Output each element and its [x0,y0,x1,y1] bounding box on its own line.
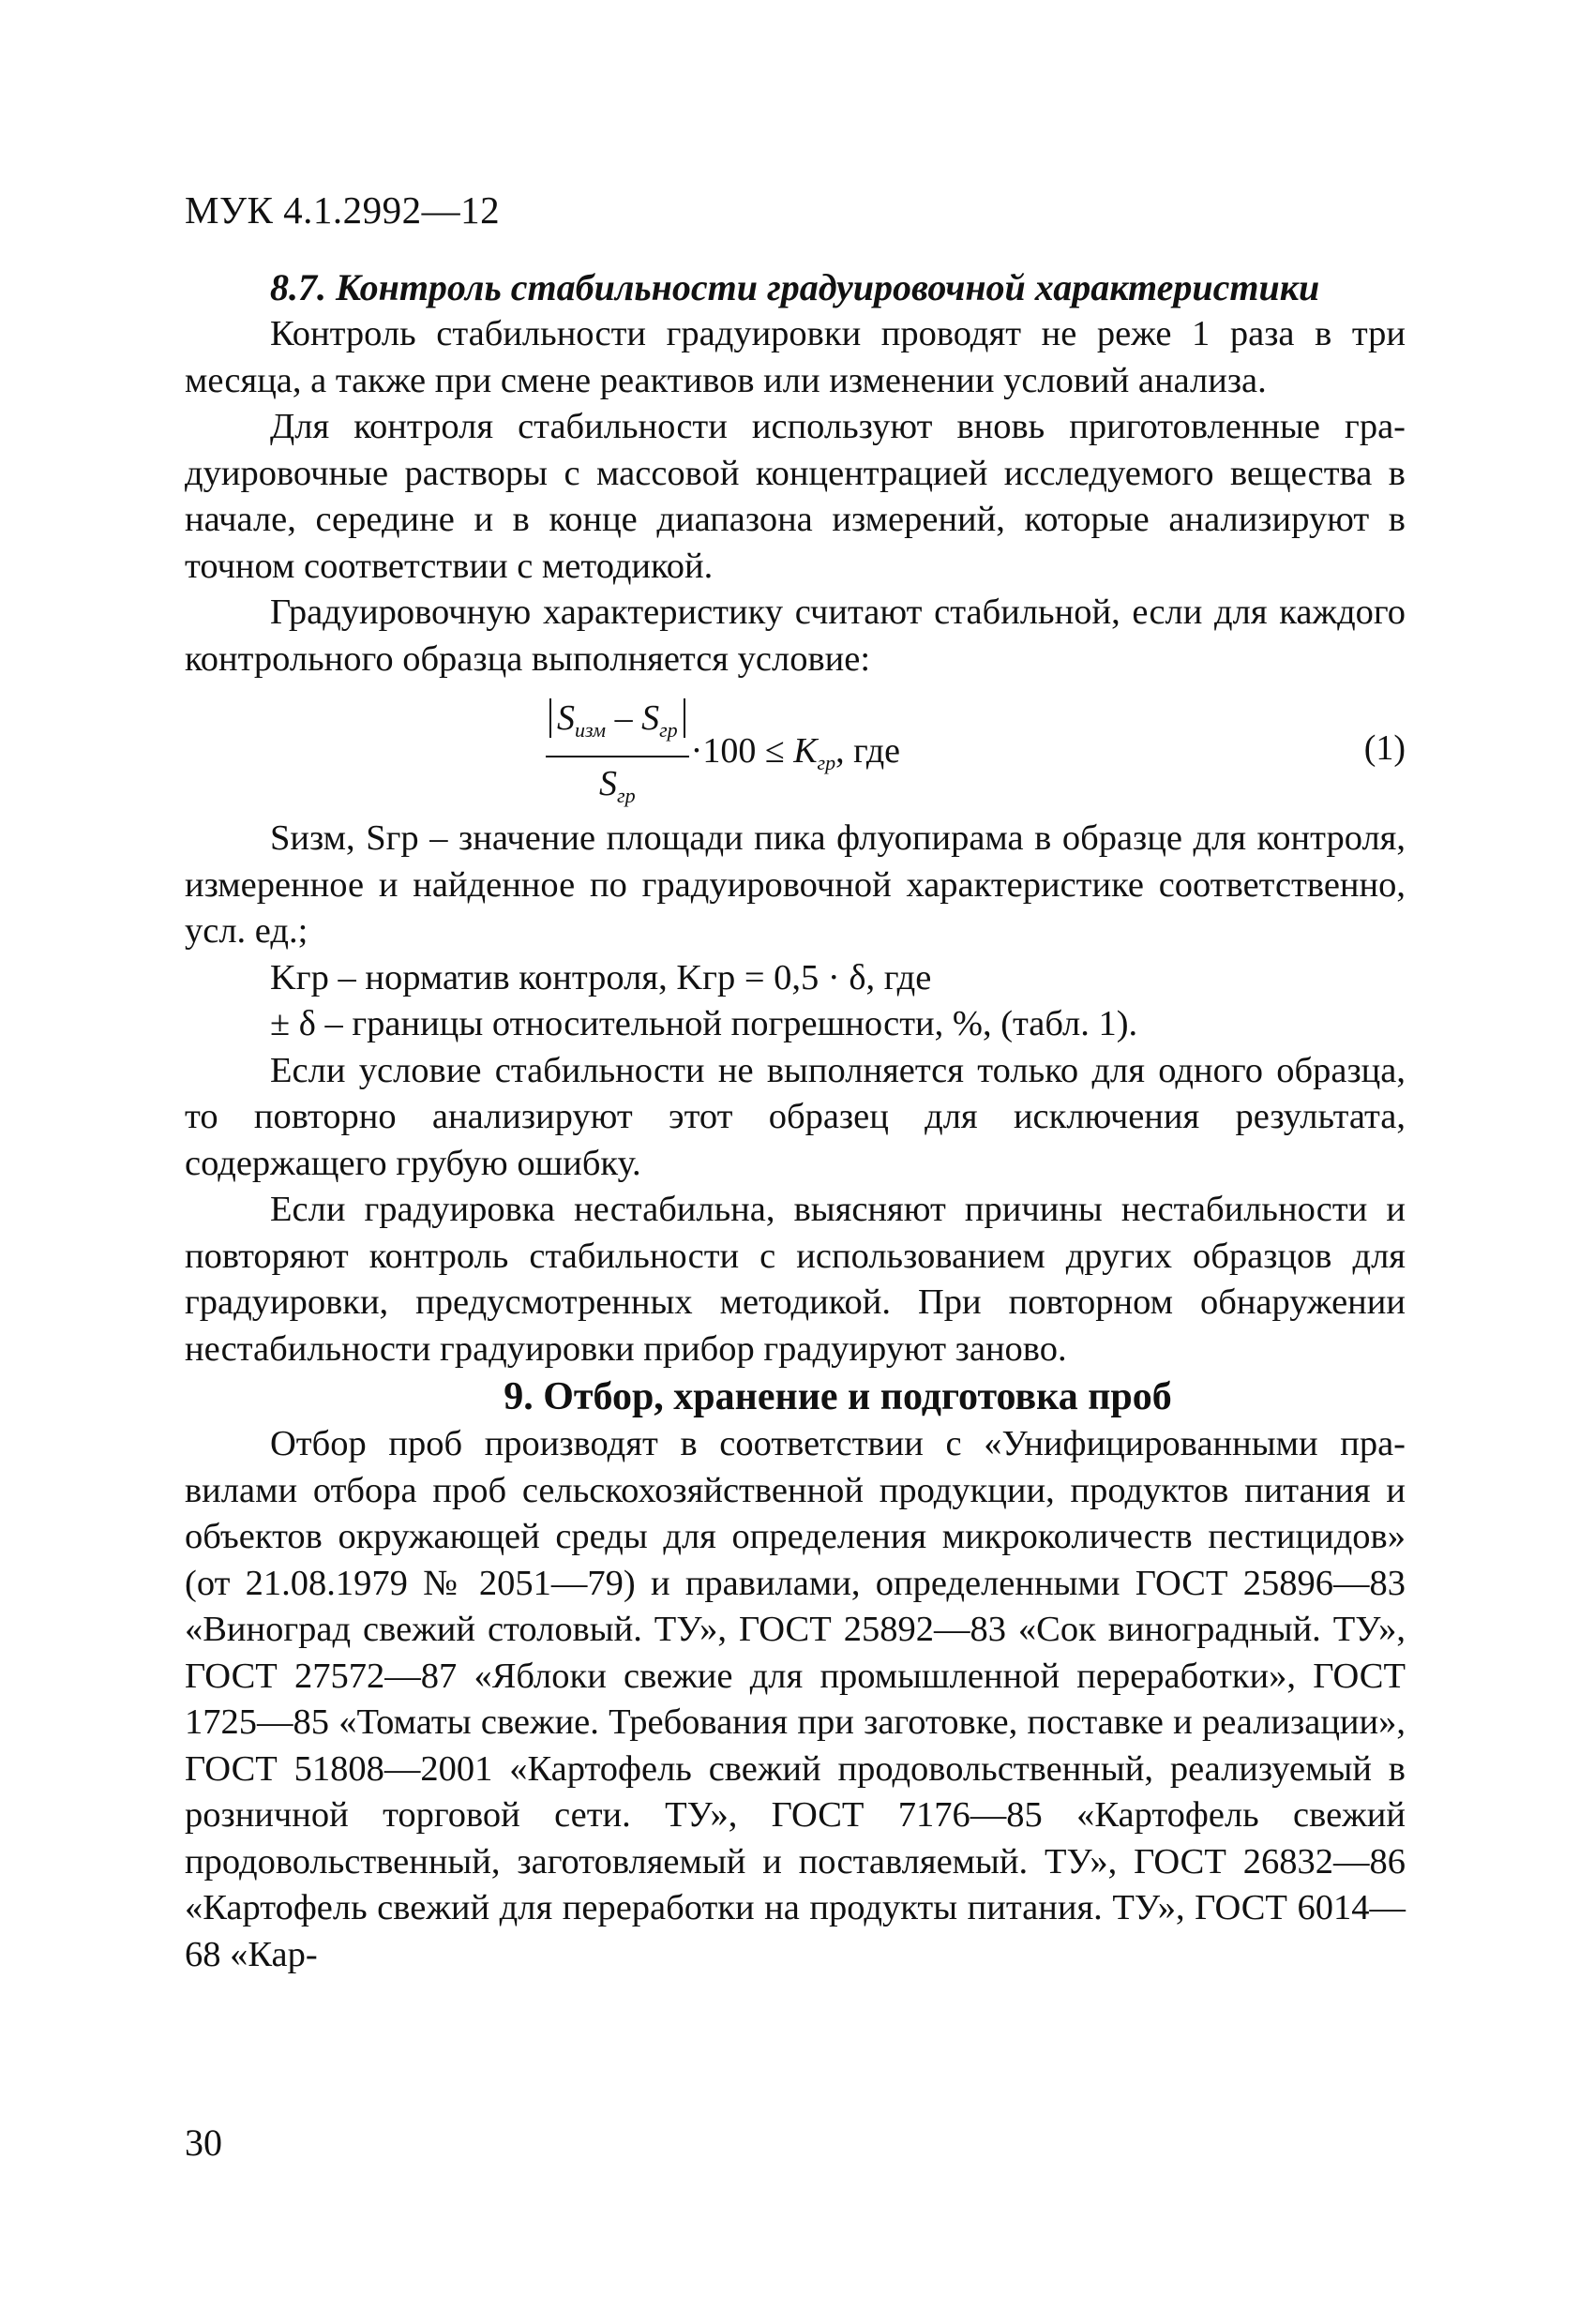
formula-fraction [546,696,689,818]
formula-tail: $\cdot 100 \le K_{гр}$, где [690,730,901,774]
formula-number: (1) [1363,728,1406,768]
paragraph: Для контроля стабильности используют вновь приготовленные градуировочные растворы с массовой концентрацией исследуемого вещества в начале, середине и в конце диапазона измерений, которые анализируют в точном соответствии с методикой. [185,407,1406,586]
document-body [185,264,1406,1978]
formula-absolute-value: $S_{изм} - S_{гр}$ [549,698,685,738]
formula-expression [546,696,900,818]
paragraph: Если градуировка нестабильна, выясняют причины нестабильности и повторяют контроль стабильности с использованием других образцов для градуировки, предусмотренных методикой. При повторном обнаружении нестабильности градуировки прибор градуируют заново. [185,1190,1406,1369]
paragraph: Если условие стабильности не выполняется только для одного образца, то повторно анализируют этот образец для исключения результата, содержащего грубую ошибку. [185,1050,1406,1183]
document-code-header: МУК 4.1.2992—12 [185,188,501,232]
paragraph: Sизм, Sгр – значение площади пика флуопирама в образце для контроля, измеренное и найденное по градуировочной характеристике соответственно, усл. ед.; [185,818,1406,951]
formula-denominator: $S_{гр}$ [599,763,636,807]
paragraph: ± δ – границы относительной погрешности, %, (табл. 1). [270,1004,1138,1043]
section-8-7-title: 8.7. Контроль стабильности градуировочной характеристики [270,266,1320,308]
section-9-title: 9. Отбор, хранение и подготовка проб [504,1375,1172,1418]
paragraph: Отбор проб производят в соответствии с «Унифицированными правилами отбора проб сельскохозяйственной продукции, продуктов питания и объектов окружающей среды для определения микроколичеств пестицидов» (от 21.08.1979 № 2051—79) и правилами, определенными ГОСТ 25896—83 «Виноград свежий столовый. ТУ», ГОСТ 25892—83 «Сок виноградный. ТУ», ГОСТ 27572—87 «Яблоки свежие для промышленной переработки», ГОСТ 1725—85 «Томаты свежие. Требования при заготовке, поставке и реализации», ГОСТ 51808—2001 «Картофель свежий продовольственный, реализуемый в розничной торговой сети. ТУ», ГОСТ 7176—85 «Картофель свежий продовольственный, заготовляемый и поставляемый. ТУ», ГОСТ 26832—86 «Картофель свежий для переработки на продукты питания. ТУ», ГОСТ 6014—68 «Кар- [185,1424,1406,1974]
page-number: 30 [185,2122,222,2164]
paragraph: Контроль стабильности градуировки проводят не реже 1 раза в три месяца, а также при смене реактивов или изменении условий анализа. [185,314,1406,400]
paragraph: Kгр – норматив контроля, Kгр = 0,5 · δ, где [270,957,932,997]
paragraph: Градуировочную характеристику считают стабильной, если для каждого контрольного образца выполняется условие: [185,592,1406,679]
formula-numerator [546,696,689,757]
formula-1 [185,690,1406,807]
